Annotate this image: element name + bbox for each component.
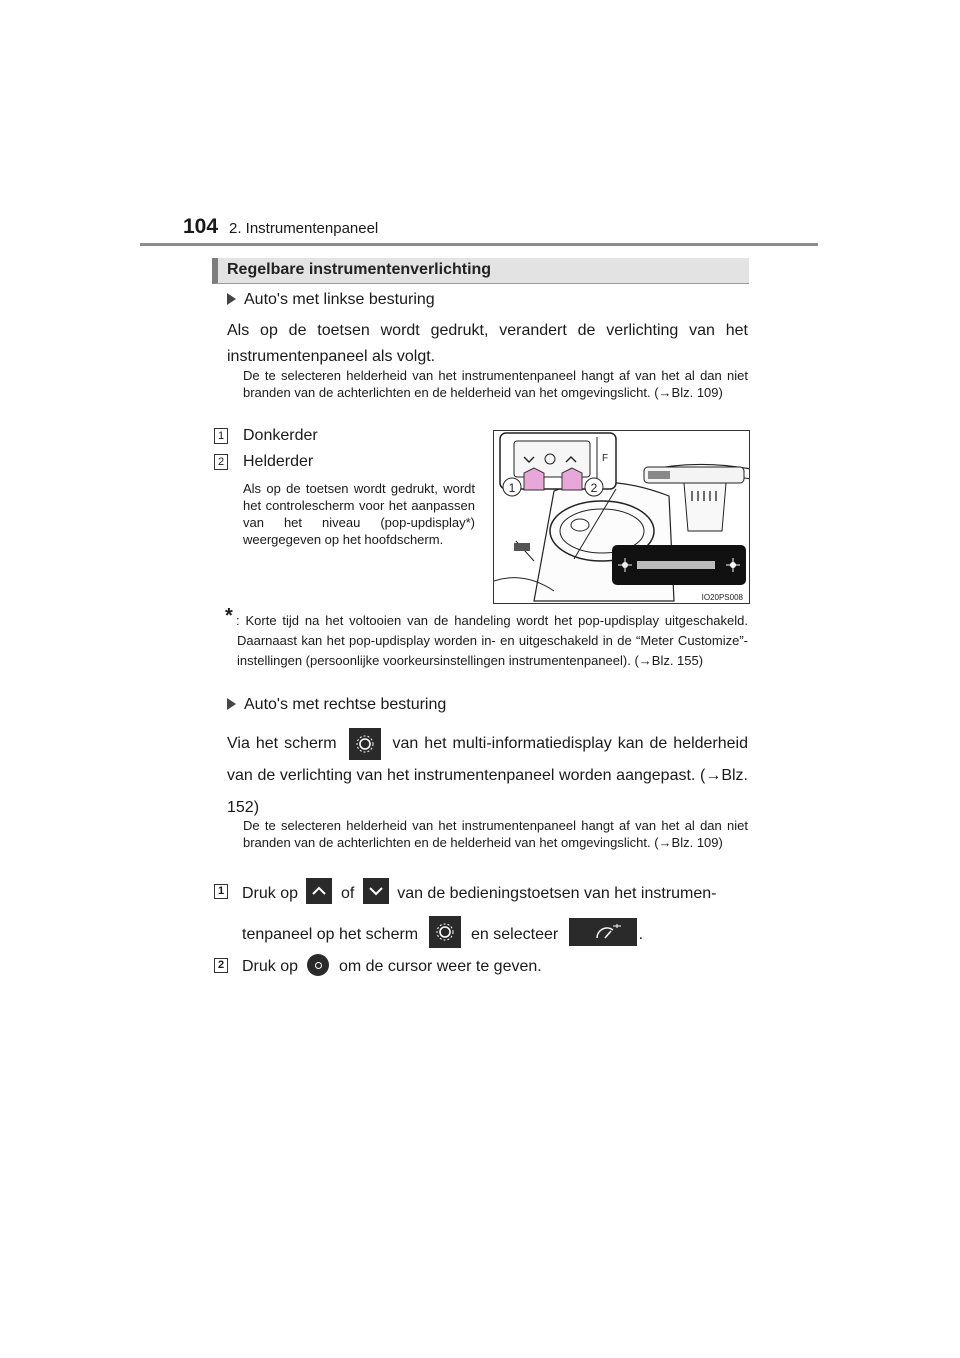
header-rule	[140, 243, 818, 246]
callout-2: 2	[590, 481, 598, 495]
step-2-text-a: Druk op	[242, 958, 299, 975]
item-note: Als op de toetsen wordt gedrukt, wordt het controlescherm voor het aanpassen van het niveau (pop-updisplay*) weergegeven op het hoofdscherm.	[243, 481, 475, 547]
chapter-title: 2. Instrumentenpaneel	[229, 220, 379, 237]
step-2-text-b: om de cursor weer te geven.	[338, 958, 542, 975]
step-1-text-a: Druk op	[242, 885, 299, 902]
svg-text:F: F	[602, 453, 609, 464]
step-number-2: 2	[214, 958, 228, 973]
footnote: : Korte tijd na het voltooien van de handeling wordt het pop-updisplay uitgeschakeld. Daarnaast kan het pop-updisplay worden in- en uitgeschakeld in de “Meter Customize”-instellingen (persoonlijke voorkeursinstellingen instrumentenpaneel). (→Blz. 155)	[236, 613, 748, 668]
rhd-intro-b: van het multi-informatiedisplay kan de helderheid van de verlichting van het instrumentenpaneel worden aangepast. (→Blz. 152)	[227, 735, 748, 817]
subheading-rhd-text: Auto's met rechtse besturing	[244, 696, 447, 713]
step-1-text-c: van de bedieningstoetsen van het instrumen-	[397, 885, 717, 902]
step-1-text-b: of	[340, 885, 355, 902]
triangle-bullet-icon	[227, 293, 236, 305]
chevron-down-icon	[363, 878, 389, 904]
subheading-rhd	[227, 696, 446, 714]
step-2-line	[242, 953, 748, 981]
rhd-intro	[227, 728, 748, 824]
dashboard-illustration	[493, 430, 750, 604]
meter-brightness-icon	[569, 918, 637, 946]
rhd-intro-a: Via het scherm	[227, 735, 337, 753]
chevron-up-icon	[306, 878, 332, 904]
lhd-intro: Als op de toetsen wordt gedrukt, verandert de verlichting van het instrumentenpaneel als volgt.	[227, 322, 748, 365]
section-header	[212, 258, 749, 284]
illustration-code: IO20PS008	[701, 593, 743, 602]
step-1-text-d: tenpaneel op het scherm	[242, 926, 419, 943]
page-number: 104	[183, 215, 219, 238]
triangle-bullet-icon	[227, 698, 236, 710]
gear-settings-icon	[429, 916, 461, 948]
ok-button-icon	[307, 954, 329, 976]
gear-settings-icon	[349, 728, 381, 760]
step-1-text-f: .	[638, 926, 644, 943]
callout-1: 1	[508, 481, 516, 495]
item-number-2: 2	[214, 454, 228, 470]
dashboard-drawing	[494, 431, 750, 604]
item-number-1: 1	[214, 428, 228, 444]
item-label-darker: Donkerder	[243, 427, 318, 444]
step-1-line-2	[242, 916, 748, 952]
rhd-note: De te selecteren helderheid van het instrumentenpaneel hangt af van het al dan niet branden van de achterlichten en de helderheid van het omgevingslicht. (→Blz. 109)	[243, 818, 748, 850]
footnote-mark: *	[225, 605, 233, 627]
section-title: Regelbare instrumentenverlichting	[227, 261, 492, 278]
step-number-1: 1	[214, 884, 228, 899]
step-1-text-e: en selecteer	[471, 926, 559, 943]
lhd-note: De te selecteren helderheid van het instrumentenpaneel hangt af van het al dan niet branden van de achterlichten en de helderheid van het omgevingslicht. (→Blz. 109)	[243, 368, 748, 400]
step-1-line-1	[242, 877, 748, 911]
subheading-lhd-text: Auto's met linkse besturing	[244, 291, 435, 308]
item-label-brighter: Helderder	[243, 453, 314, 470]
subheading-lhd	[227, 291, 435, 309]
